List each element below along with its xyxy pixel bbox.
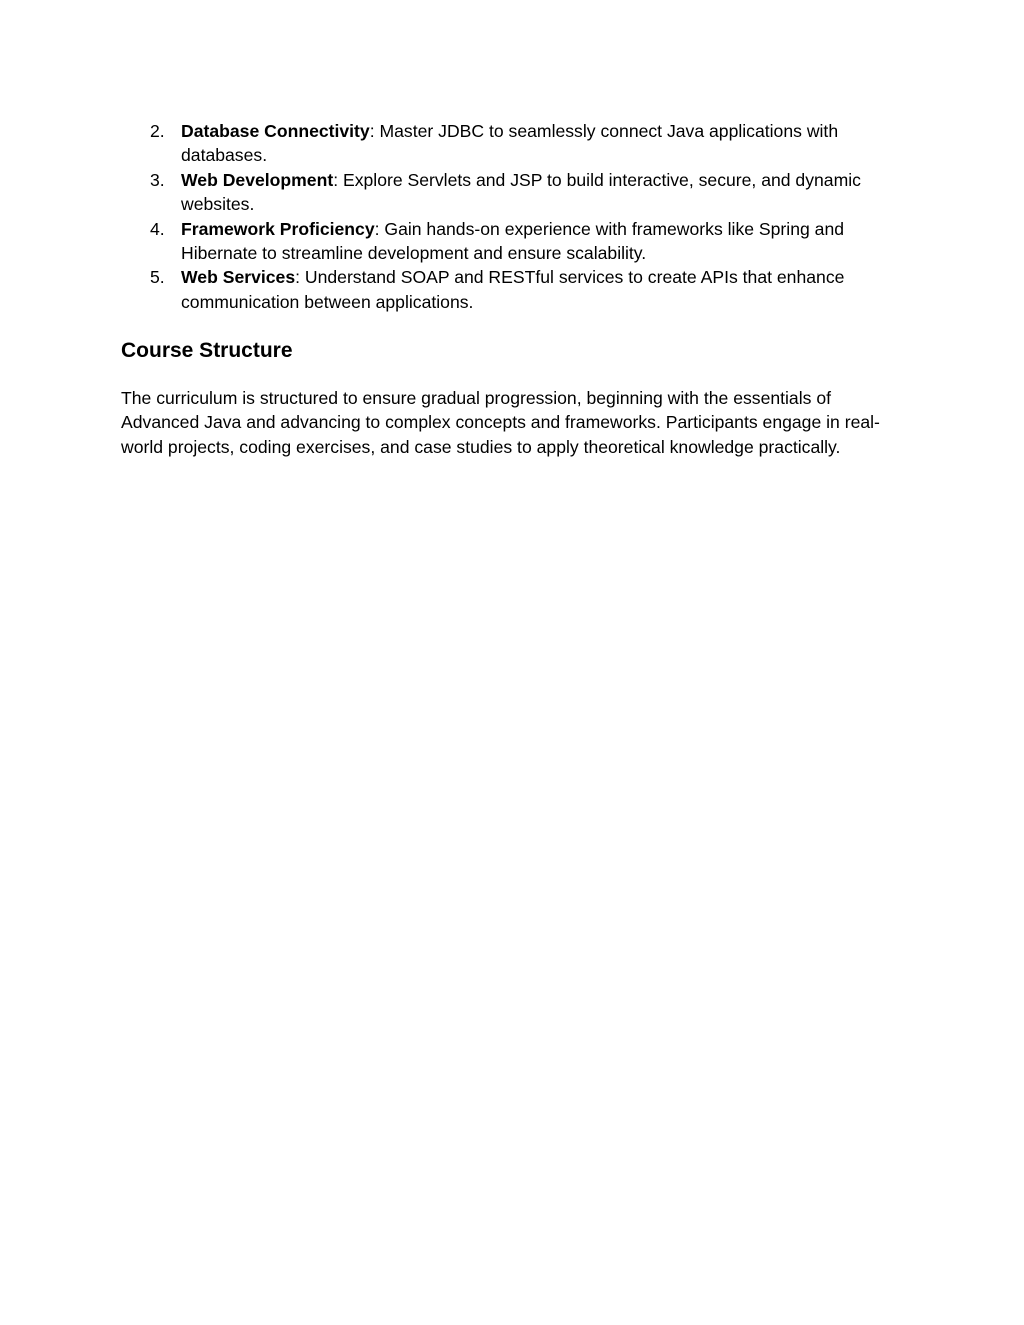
list-item-number: 4. <box>150 218 165 239</box>
course-structure-paragraph: The curriculum is structured to ensure gradual progression, beginning with the essentials of Advanced Java and advancing to complex concepts and frameworks. Participants engage in real-world projects, coding exercises, and case studies to apply theoretical knowledge practically. <box>121 388 880 457</box>
section-heading: Course Structure <box>121 339 293 362</box>
list-item-number: 2. <box>150 121 165 141</box>
goals-list <box>121 119 911 314</box>
list-item-term: Database Connectivity <box>181 121 370 141</box>
list-item-term: Web Services <box>181 267 296 288</box>
list-item-term: Web Development <box>181 169 334 190</box>
list-item-number: 3. <box>150 169 165 190</box>
list-item-number: 5. <box>150 267 165 288</box>
list-item-term: Framework Proficiency <box>181 218 375 239</box>
list-item-description: : Gain hands-on experience with frameworks like Spring and Hibernate to streamline development and ensure scalability. <box>181 218 845 264</box>
list-item-description: : Understand SOAP and RESTful services to create APIs that enhance communication between applications. <box>181 267 845 312</box>
list-item-description: : Explore Servlets and JSP to build interactive, secure, and dynamic websites. <box>181 169 861 215</box>
list-item <box>121 168 911 217</box>
list-item <box>121 119 911 168</box>
list-item <box>121 217 911 266</box>
list-item <box>121 265 911 314</box>
list-item-description: : Master JDBC to seamlessly connect Java applications with databases. <box>181 121 839 166</box>
